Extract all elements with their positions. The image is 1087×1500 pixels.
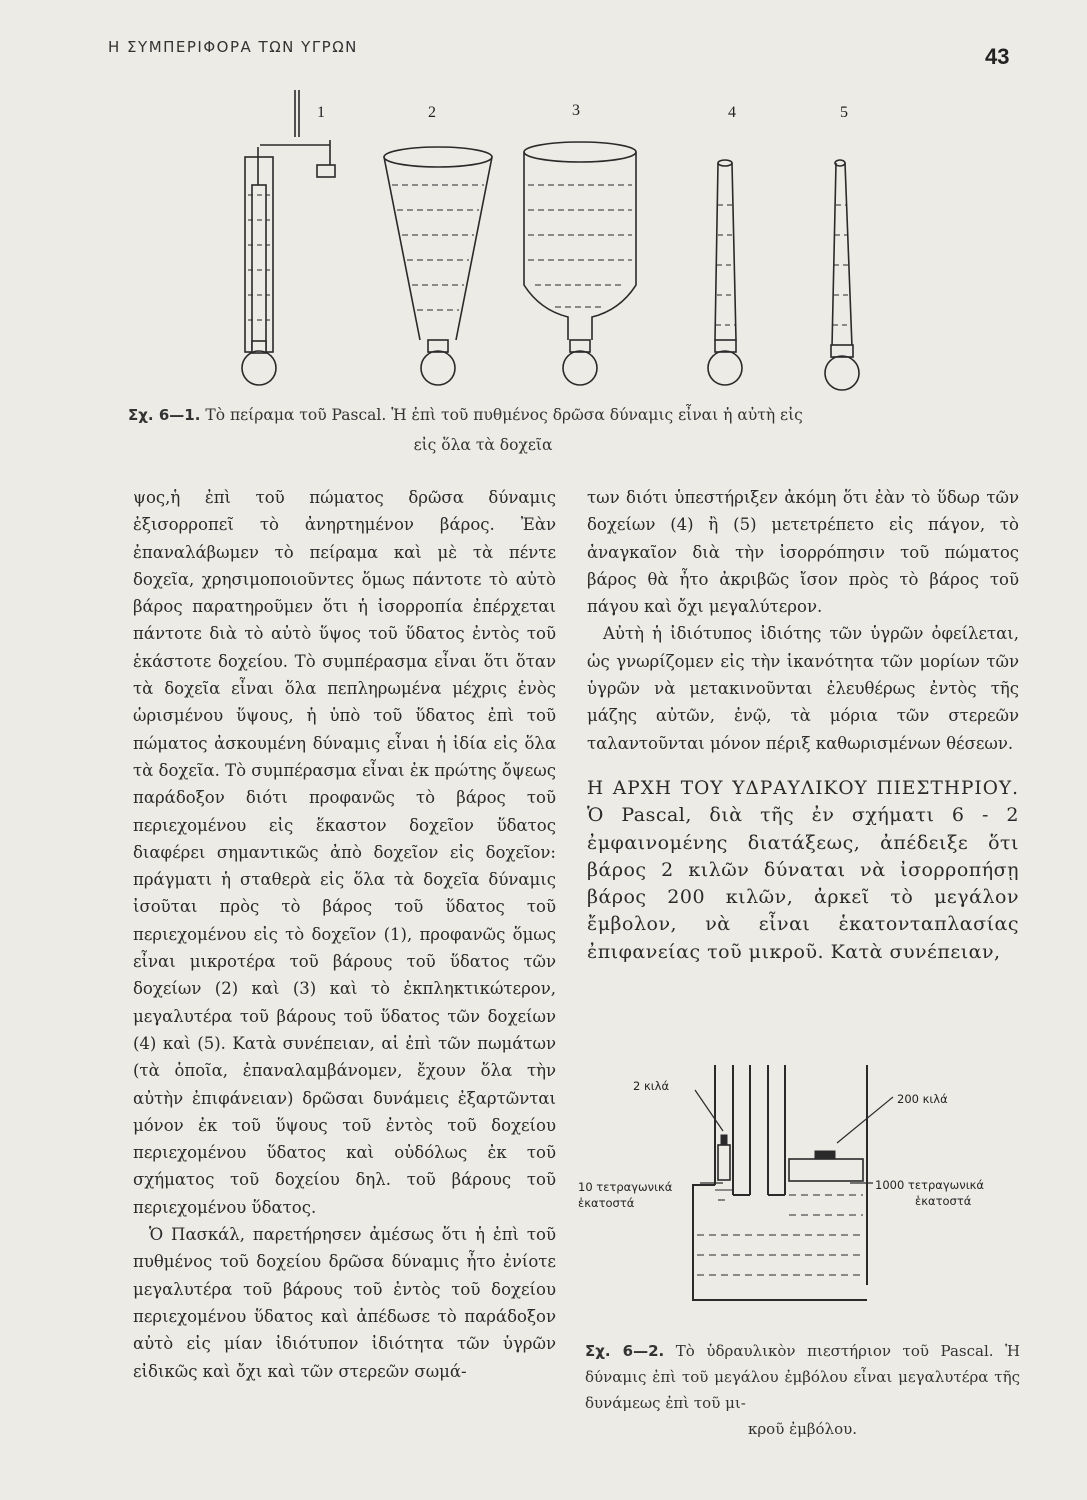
figure-pascal-vessels [200,85,880,395]
small-area-label-2: ἑκατοστά [578,1196,635,1210]
vessel-label-1: 1 [317,104,325,121]
figure-1-caption-line1: Τὸ πείραμα τοῦ Pascal. Ἡ ἐπὶ τοῦ πυθμένος δρῶσα δύναμις εἶναι ἡ αὐτὴ εἰς [205,406,803,424]
large-area-label-1: 1000 τετραγωνικά [875,1178,984,1192]
running-header: Η ΣΥΜΠΕΡΙΦΟΡΑ ΤΩΝ ΥΓΡΩΝ [108,38,358,56]
figure-1-caption-label: Σχ. 6—1. [128,406,201,424]
small-area-label-1: 10 τετραγωνικά [578,1180,673,1194]
vessel-label-2: 2 [428,104,436,121]
body-column-left [133,484,556,1385]
large-weight-label: 200 κιλά [897,1092,948,1106]
vessel-3 [524,142,636,385]
vessel-label-4: 4 [728,104,736,121]
figure-1-caption-line2: εἰς ὅλα τὰ δοχεῖα [413,436,553,454]
paragraph: Ὁ Πασκάλ, παρετήρησεν ἀμέσως ὅτι ἡ ἐπὶ τοῦ πυθμένος τοῦ δοχείου δρῶσα δύναμις ἦτο ἐνίοτε μεγαλυτέρα τοῦ βάρους τοῦ ἐντὸς τοῦ δοχείου περιεχομένου ὕδατος καὶ ἀπέδωσε τὸ παράδοξον αὐτὸ εἰς μίαν ἰδιότυπον ἰδιότητα τῶν ὑγρῶν εἰδικῶς καὶ ὄχι καὶ τῶν στερεῶν σωμά- [133,1225,556,1381]
paragraph: Αὐτὴ ἡ ἰδιότυπος ἰδιότης τῶν ὑγρῶν ὀφείλεται, ὡς γνωρίζομεν εἰς τὴν ἱκανότητα τῶν μορίων τῶν ὑγρῶν νὰ μετακινοῦνται ἐλευθέρως ἐντὸς τῆς μάζης αὐτῶν, ἐνῷ, τὰ μόρια τῶν στερεῶν ταλαντοῦνται μόνον πέριξ καθωρισμένων θέσεων. [587,624,1019,753]
section-title: Η ΑΡΧΗ ΤΟΥ ΥΔΡΑΥΛΙΚΟΥ ΠΙΕΣΤΗΡΙΟΥ. [587,777,1019,799]
figure-2-caption-label: Σχ. 6—2. [585,1342,665,1360]
small-weight-label: 2 κιλά [633,1079,670,1093]
paragraph: των διότι ὑπεστήριξεν ἀκόμη ὅτι ἐὰν τὸ ὕδωρ τῶν δοχείων (4) ἢ (5) μετετρέπετο εἰς πάγον, τὸ ἀναγκαῖον διὰ τὴν ἰσορρόπησιν τοῦ πώματος βάρος θὰ ἦτο ἀκριβῶς ἴσον πρὸς τὸ βάρος τοῦ πάγου καὶ ὄχι μεγαλύτερον. [587,488,1019,617]
section-paragraph [587,775,1019,966]
figure-2-caption-last: κροῦ ἐμβόλου. [747,1420,858,1438]
figure-2-caption [585,1338,1020,1442]
figure-hydraulic-press [575,1055,1025,1325]
vessel-label-3: 3 [572,102,580,119]
figure-1-caption [128,400,1028,460]
vessel-2 [384,147,492,385]
vessel-5 [825,160,859,390]
body-column-right [587,484,1019,966]
large-area-label-2: ἑκατοστά [915,1194,972,1208]
section-text: Ὁ Pascal, διὰ τῆς ἐν σχήματι 6 - 2 ἐμφαινομένης διατάξεως, ἀπέδειξε ὅτι βάρος 2 κιλῶν δύναται νὰ ἰσορροπήσῃ βάρος 200 κιλῶν, ἀρκεῖ τὸ μεγάλον ἔμβολον, νὰ εἶναι ἑκατονταπλασίας ἐπιφανείας τοῦ μικροῦ. Κατὰ συνέπειαν, [587,804,1019,963]
vessel-label-5: 5 [840,104,848,121]
vessel-1 [242,90,335,385]
paragraph: ψος,ἡ ἐπὶ τοῦ πώματος δρῶσα δύναμις ἐξισορροπεῖ τὸ ἀνηρτημένον βάρος. Ἐὰν ἐπαναλάβωμεν τὸ πείραμα καὶ μὲ τὰ πέντε δοχεῖα, χρησιμοποιοῦντες ὅμως πάντοτε τὸ αὐτὸ βάρος παρατηροῦμεν ὅτι ἡ ἰσορροπία ἐπέρχεται πάντοτε διὰ τὸ αὐτὸ ὕψος τοῦ ὕδατος ἐντὸς τοῦ ἑκάστοτε δοχείου. Τὸ συμπέρασμα εἶναι ὅτι ὅταν τὰ δοχεῖα εἶναι ὅλα πεπληρωμένα μέχρις ἑνὸς ὡρισμένου ὕψους, ἡ ὑπὸ τοῦ ὕδατος ἐπὶ τοῦ πώματος ἀσκουμένη δύναμις εἶναι ἡ ἰδία εἰς ὅλα τὰ δοχεῖα. Τὸ συμπέρασμα εἶναι ἐκ πρώτης ὄψεως παράδοξον διότι προφανῶς τὸ βάρος τοῦ περιεχομένου εἰς ἕκαστον δοχεῖον ὕδατος διαφέρει σημαντικῶς ἀπὸ δοχεῖον εἰς δοχεῖον: πράγματι ἡ σταθερὰ εἰς ὅλα τὰ δοχεῖα δύναμις ἰσοῦται πρὸς τὸ βάρος τοῦ ὕδατος τοῦ περιεχομένου εἰς τὸ δοχεῖον (1), προφανῶς ὅμως εἶναι μικροτέρα τοῦ βάρους τοῦ ὕδατος τῶν δοχείων (2) καὶ (3) καὶ τὸ ἐκπληκτικώτερον, μεγαλυτέρα τοῦ βάρους τοῦ ὕδατος τῶν δοχείων (4) καὶ (5). Κατὰ συνέπειαν, αἱ ἐπὶ τῶν πωμάτων (τὰ ὁποῖα, ἐπαναλαμβάνομεν, ἔχουν ὅλα τὴν αὐτὴν ἐπιφάνειαν) δρῶσαι δυνάμεις ἐξαρτῶνται μόνον ἐκ τοῦ ὕψους τοῦ ἐντὸς τοῦ δοχείου περιεχομένου ὕδατος καὶ οὐδόλως ἐκ τοῦ σχήματος τοῦ δοχείου δηλ. τοῦ βάρους τοῦ περιεχομένου ὕδατος. [133,488,556,1217]
figure-2-caption-text: Τὸ ὑδραυλικὸν πιεστήριον τοῦ Pascal. Ἡ δύναμις ἐπὶ τοῦ μεγάλου ἐμβόλου εἶναι μεγαλυτέρα τῆς δυνάμεως ἐπὶ τοῦ μι- [585,1342,1020,1412]
vessel-4 [708,160,742,385]
page-number: 43 [985,44,1010,69]
